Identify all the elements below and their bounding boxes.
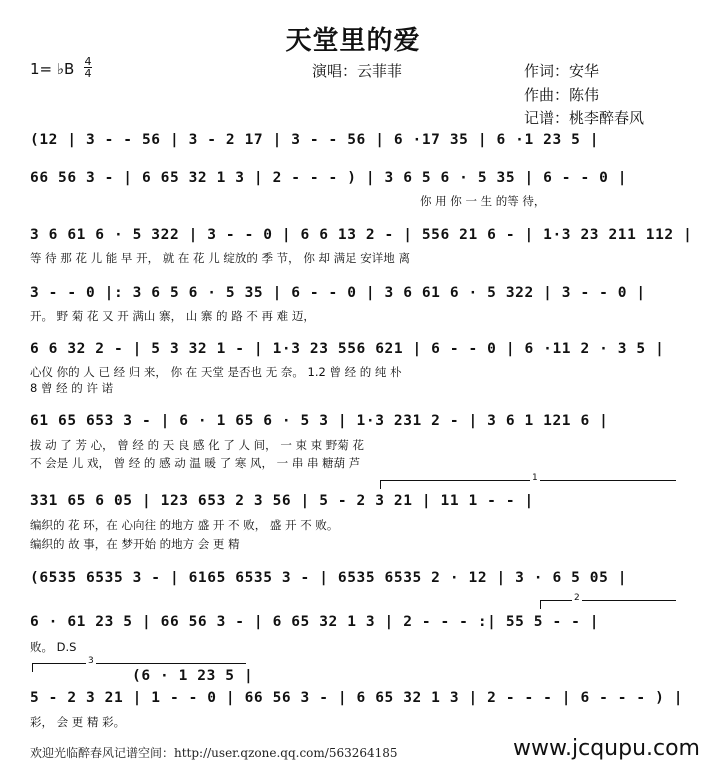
composer-credit: 作曲：陈伟 xyxy=(524,86,600,104)
time-signature-bottom: 4 xyxy=(84,67,92,80)
ending-bracket-2 xyxy=(540,593,676,603)
lyric-row-4: 开。 野 菊 花 又 开 满山 寨， 山 寨 的 路 不 再 难 迈， xyxy=(30,309,315,323)
watermark: www.jcqupu.com xyxy=(513,736,700,761)
lyric-row-7-alt: 编织的 故 事，在 梦开始 的地方 会 更 精 xyxy=(30,537,240,551)
lyric-row-5-alt: 8 曾 经 的 许 诺 xyxy=(30,381,114,395)
notation-row-6: 61 65 653 3 - | 6 · 1 65 6 · 5 3 | 1·3 231 2 - | 3 6 1 121 6 | xyxy=(30,413,609,429)
song-title: 天堂里的爱 xyxy=(285,26,421,56)
notation-row-5: 6 6 32 2 - | 5 3 32 1 - | 1·3 23 556 621 | 6 - - 0 | 6 ·11 2 · 3 5 | xyxy=(30,341,665,357)
footer-text: 欢迎光临醉春风记谱空间：http://user.qzone.qq.com/563264185 xyxy=(30,746,398,760)
time-signature-top: 4 xyxy=(84,55,92,68)
lyric-row-6: 拔 动 了 芳 心， 曾 经 的 天 良 感 化 了 人 间， 一 束 束 野菊 花 xyxy=(30,438,364,452)
time-signature xyxy=(84,56,92,79)
lyric-row-3: 等 待 那 花 儿 能 早 开， 就 在 花 儿 绽放的 季 节， 你 却 满足 安详地 离 xyxy=(30,251,410,265)
ending-bracket-3-label: 3 xyxy=(88,656,94,666)
ending-bracket-3 xyxy=(32,656,246,666)
key-signature: 1= ♭B xyxy=(30,60,75,78)
lyric-row-10: 彩， 会 更 精 彩。 xyxy=(30,715,126,729)
lyric-row-6-alt: 不 会是 儿 戏， 曾 经 的 感 动 温 暖 了 寒 风， 一 串 串 糖葫 芦 xyxy=(30,456,361,470)
notation-row-3: 3 6 61 6 · 5 322 | 3 - - 0 | 6 6 13 2 - | 556 21 6 - | 1·3 23 211 112 | xyxy=(30,227,693,243)
notation-row-10: 5 - 2 3 21 | 1 - - 0 | 66 56 3 - | 6 65 32 1 3 | 2 - - - | 6 - - - ) | xyxy=(30,690,684,706)
lyric-row-9: 败。 D.S xyxy=(30,640,77,654)
interlude-line: (6 · 1 23 5 | xyxy=(132,668,254,684)
lyric-row-5: 心仪 你的 人 已 经 归 来， 你 在 天堂 是否也 无 奈。 1.2 曾 经 的 纯 朴 xyxy=(30,365,402,379)
ending-bracket-1-label: 1 xyxy=(532,473,538,483)
ending-bracket-1 xyxy=(380,473,676,483)
notation-row-4: 3 - - 0 |: 3 6 5 6 · 5 35 | 6 - - 0 | 3 6 61 6 · 5 322 | 3 - - 0 | xyxy=(30,285,646,301)
notation-row-7: 331 65 6 05 | 123 653 2 3 56 | 5 - 2 3 21 | 11 1 - - | xyxy=(30,493,534,509)
notation-row-8: (6535 6535 3 - | 6165 6535 3 - | 6535 6535 2 · 12 | 3 · 6 5 05 | xyxy=(30,570,628,586)
notation-row-1: (12 | 3 - - 56 | 3 - 2 17 | 3 - - 56 | 6 ·17 35 | 6 ·1 23 5 | xyxy=(30,132,600,148)
lyric-row-7: 编织的 花 环，在 心向往 的地方 盛 开 不 败， 盛 开 不 败。 xyxy=(30,518,339,532)
lyric-row-2: 你 用 你 一 生 的等 待， xyxy=(420,194,546,208)
lyricist-credit: 作词：安华 xyxy=(524,62,600,80)
notation-row-2: 66 56 3 - | 6 65 32 1 3 | 2 - - - ) | 3 6 5 6 · 5 35 | 6 - - 0 | xyxy=(30,170,628,186)
singer-credit: 演唱：云菲菲 xyxy=(312,62,403,80)
ending-bracket-2-label: 2 xyxy=(574,593,580,603)
transcriber-credit: 记谱：桃李醉春风 xyxy=(524,109,645,127)
notation-row-9: 6 · 61 23 5 | 66 56 3 - | 6 65 32 1 3 | 2 - - - :| 55 5 - - | xyxy=(30,614,600,630)
